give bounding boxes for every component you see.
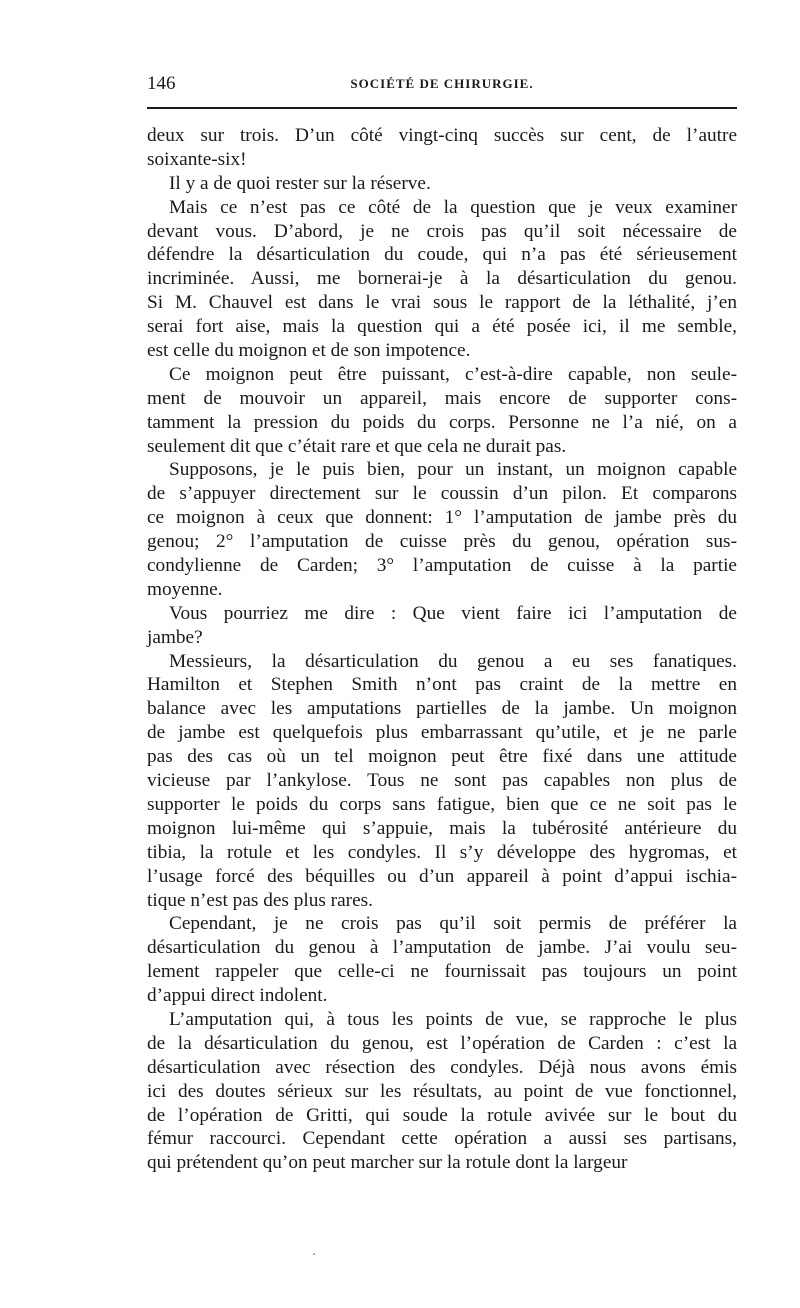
text-line: de la désarticulation du genou, est l’opération de Carden : c’est la (147, 1032, 737, 1054)
text-line: Si M. Chauvel est dans le vrai sous le rapport de la léthalité, j’en (147, 292, 737, 314)
paragraph (147, 363, 737, 459)
text-line: est celle du moignon et de son impotence. (147, 340, 471, 362)
text-line: Ce moignon peut être puissant, c’est-à-dire capable, non seule- (169, 363, 737, 385)
text-line: ment de mouvoir un appareil, mais encore de supporter cons- (147, 387, 737, 409)
text-line: pas des cas où un tel moignon peut être fixé dans une attitude (147, 746, 737, 768)
text-line: défendre la désarticulation du coude, qui n’a pas été sérieusement (147, 244, 737, 266)
text-line: tibia, la rotule et les condyles. Il s’y développe des hygromas, et (147, 841, 737, 863)
text-line: d’appui direct indolent. (147, 985, 328, 1007)
paragraph (147, 602, 737, 650)
text-line: devant vous. D’abord, je ne crois pas qu’il soit nécessaire de (147, 220, 737, 242)
text-line: L’amputation qui, à tous les points de vue, se rapproche le plus (169, 1008, 737, 1030)
ink-speck (313, 1253, 315, 1255)
text-line: seulement dit que c’était rare et que cela ne durait pas. (147, 435, 567, 457)
text-line: Mais ce n’est pas ce côté de la question que je veux examiner (169, 196, 737, 218)
text-line: genou; 2° l’amputation de cuisse près du genou, opération sus- (147, 531, 737, 553)
text-line: tamment la pression du poids du corps. Personne ne l’a nié, on a (147, 411, 737, 433)
text-line: Cependant, je ne crois pas qu’il soit permis de préférer la (169, 913, 737, 935)
paragraph (147, 650, 737, 913)
body-text (147, 124, 737, 1175)
text-line: serai fort aise, mais la question qui a été posée ici, il me semble, (147, 316, 737, 338)
text-line: vicieuse par l’ankylose. Tous ne sont pas capables non plus de (147, 770, 737, 792)
text-line: tique n’est pas des plus rares. (147, 889, 373, 911)
text-line: supporter le poids du corps sans fatigue, bien que ce ne soit pas le (147, 793, 737, 815)
paragraph (147, 1008, 737, 1175)
running-head (147, 73, 737, 97)
text-line: fémur raccourci. Cependant cette opération a aussi ses partisans, (147, 1128, 737, 1150)
text-line: de s’appuyer directement sur le coussin d’un pilon. Et comparons (147, 483, 737, 505)
text-line: condylienne de Carden; 3° l’amputation de cuisse à la partie (147, 555, 737, 577)
text-line: moignon lui-même qui s’appuie, mais la tubérosité antérieure du (147, 817, 737, 839)
text-line: jambe? (147, 626, 203, 648)
text-line: Vous pourriez me dire : Que vient faire ici l’amputation de (169, 602, 737, 624)
text-line: Messieurs, la désarticulation du genou a eu ses fanatiques. (169, 650, 737, 672)
text-line: désarticulation du genou à l’amputation de jambe. J’ai voulu seu- (147, 937, 737, 959)
paragraph (147, 124, 737, 172)
text-line: l’usage forcé des béquilles ou d’un appareil à point d’appui ischia- (147, 865, 737, 887)
text-line: lement rappeler que celle-ci ne fournissait pas toujours un point (147, 961, 737, 983)
text-line: ici des doutes sérieux sur les résultats, au point de vue fonctionnel, (147, 1080, 737, 1102)
text-line: désarticulation avec résection des condyles. Déjà nous avons émis (147, 1056, 737, 1078)
text-line: soixante-six! (147, 148, 247, 170)
text-line: de l’opération de Gritti, qui soude la rotule avivée sur le bout du (147, 1104, 737, 1126)
paragraph (147, 912, 737, 1008)
text-line: Hamilton et Stephen Smith n’ont pas craint de la mettre en (147, 674, 737, 696)
paragraph (147, 172, 737, 196)
text-line: incriminée. Aussi, me bornerai-je à la désarticulation du genou. (147, 268, 737, 290)
text-line: qui prétendent qu’on peut marcher sur la rotule dont la largeur (147, 1152, 628, 1174)
header-rule (147, 107, 737, 109)
text-line: de jambe est quelquefois plus embarrassant qu’utile, et je ne parle (147, 722, 737, 744)
paragraph (147, 458, 737, 601)
paragraph (147, 196, 737, 363)
text-line: deux sur trois. D’un côté vingt-cinq succès sur cent, de l’autre (147, 125, 737, 146)
text-line: Supposons, je le puis bien, pour un instant, un moignon capable (169, 459, 737, 481)
text-line: Il y a de quoi rester sur la réserve. (169, 172, 431, 194)
running-title: SOCIÉTÉ DE CHIRURGIE. (350, 76, 534, 91)
page-number: 146 (147, 73, 176, 94)
text-line: moyenne. (147, 578, 223, 600)
text-line: balance avec les amputations partielles de la jambe. Un moignon (147, 698, 737, 720)
text-line: ce moignon à ceux que donnent: 1° l’amputation de jambe près du (147, 507, 737, 529)
